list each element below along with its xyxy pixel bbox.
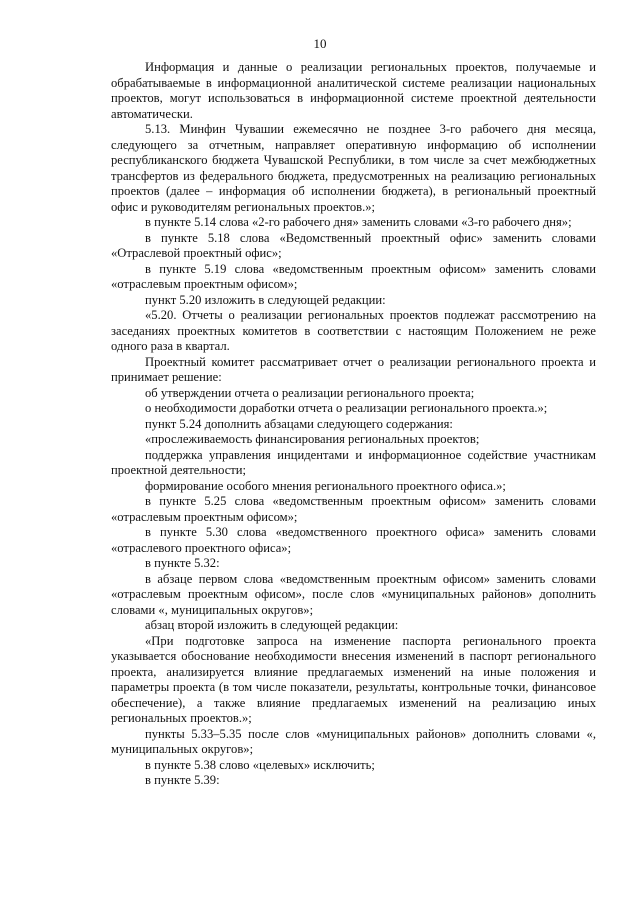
paragraph: в пункте 5.39: [145, 773, 220, 787]
page-number: 10 [313, 36, 327, 51]
paragraph: формирование особого мнения регионального проектного офиса.»; [145, 478, 506, 493]
paragraph: в пункте 5.19 слова «ведомственным проектным офисом» заменить словами «отраслевым проектным офисом»; [111, 261, 596, 291]
paragraph: в абзаце первом слова «ведомственным проектным офисом» заменить словами «отраслевым проектным офисом», после слов «муниципальных районов» дополнить словами «, муниципальных округов»; [111, 571, 596, 617]
document-body [111, 60, 596, 789]
paragraph: в пункте 5.14 слова «2-го рабочего дня» заменить словами «3-го рабочего дня»; [145, 215, 572, 229]
paragraph: в пункте 5.32: [145, 556, 220, 570]
paragraph: пункты 5.33–5.35 после слов «муниципальных районов» дополнить словами «, муниципальных округов»; [111, 726, 596, 756]
paragraph: в пункте 5.25 слова «ведомственным проектным офисом» заменить словами «отраслевым проектным офисом»; [111, 494, 596, 524]
paragraph: в пункте 5.38 слово «целевых» исключить; [145, 757, 375, 772]
paragraph: об утверждении отчета о реализации регионального проекта; [145, 385, 475, 400]
paragraph: в пункте 5.18 слова «Ведомственный проектный офис» заменить словами «Отраслевой проектный офис»; [111, 230, 596, 260]
paragraph: в пункте 5.30 слова «ведомственного проектного офиса» заменить словами «отраслевого проектного офиса»; [111, 525, 596, 555]
paragraph: о необходимости доработки отчета о реализации регионального проекта.»; [145, 401, 548, 415]
paragraph: поддержка управления инцидентами и информационное содействие участникам проектной деятельности; [111, 447, 596, 477]
paragraph: пункт 5.20 изложить в следующей редакции: [145, 292, 386, 307]
paragraph: Информация и данные о реализации региональных проектов, получаемые и обрабатываемые в информационной аналитической системе реализации национальных проектов, могут использоваться в информационной системе проектной деятельности автоматически. [111, 60, 596, 121]
paragraph: абзац второй изложить в следующей редакции: [145, 618, 399, 632]
paragraph: Проектный комитет рассматривает отчет о реализации регионального проекта и принимает решение: [111, 354, 596, 384]
paragraph: «При подготовке запроса на изменение паспорта регионального проекта указывается обоснование необходимости внесения изменений в паспорт регионального проекта, анализируется влияние предлагаемых изменений на иные положения и параметры проекта (в том числе показатели, результаты, контрольные точки, финансовое обеспечение), а также влияние предлагаемых изменений на реализацию иных региональных проектов.»; [111, 633, 596, 725]
paragraph: пункт 5.24 дополнить абзацами следующего содержания: [145, 416, 453, 431]
paragraph: «прослеживаемость финансирования региональных проектов; [145, 432, 480, 446]
paragraph: «5.20. Отчеты о реализации региональных проектов подлежат рассмотрению на заседаниях проектных комитетов в соответствии с настоящим Положением не реже одного раза в квартал. [111, 308, 596, 353]
paragraph: 5.13. Минфин Чувашии ежемесячно не позднее 3-го рабочего дня месяца, следующего за отчетным, направляет оперативную информацию об исполнении республиканского бюджета Чувашской Республики, в том числе за счет межбюджетных трансфертов из федерального бюджета, предусмотренных на реализацию региональных проектов (далее – информация об исполнении бюджета), в региональный проектный офис и руководителям региональных проектов.»; [111, 122, 596, 214]
